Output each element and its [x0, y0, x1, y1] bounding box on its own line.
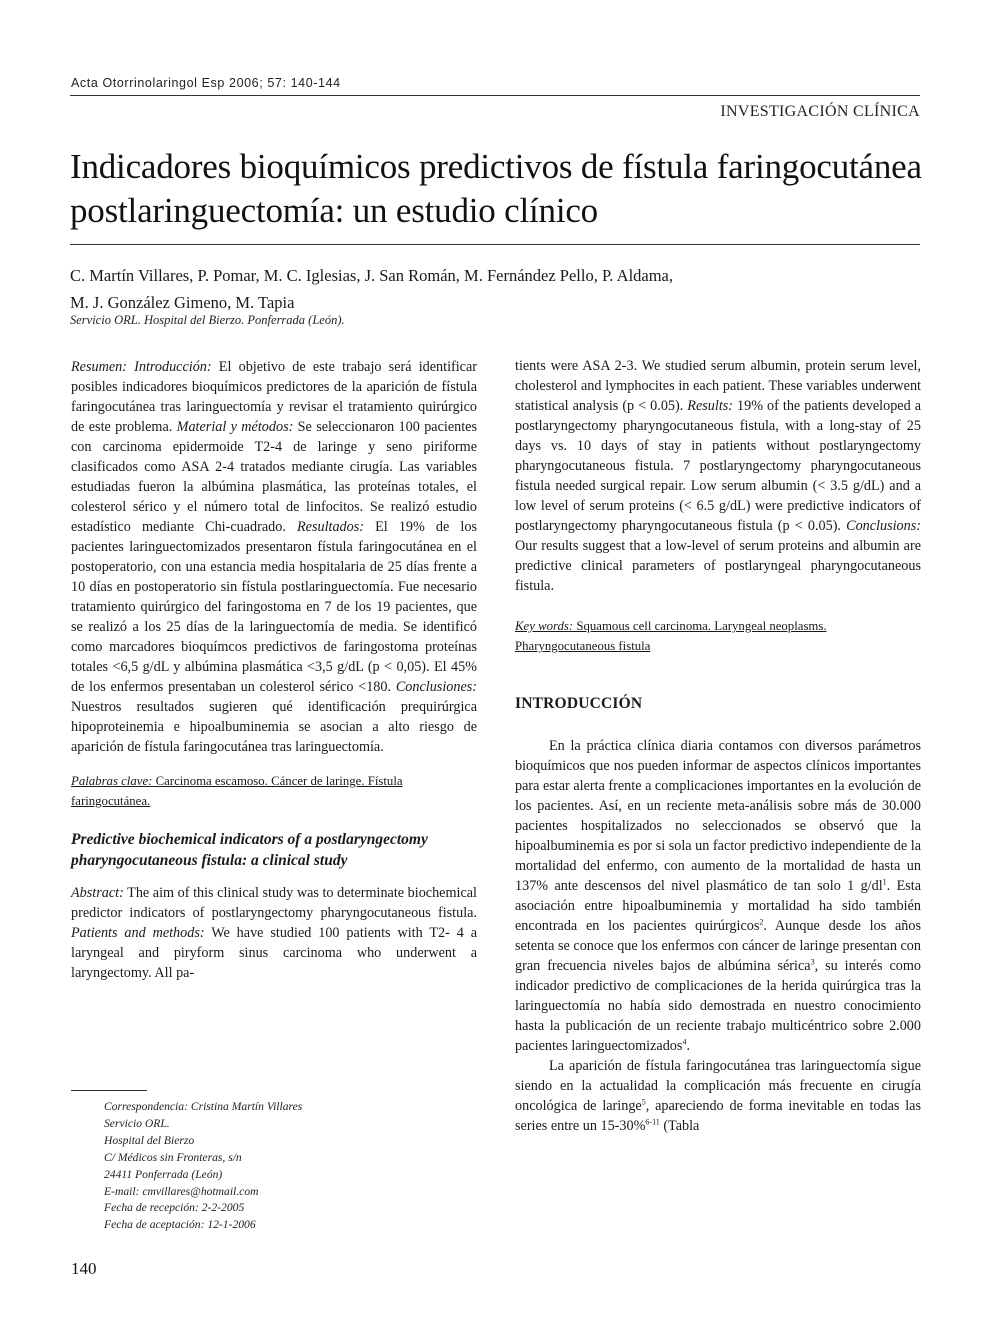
authors-line: M. J. González Gimeno, M. Tapia	[70, 293, 295, 312]
conclusions-label: Conclusiones:	[395, 679, 477, 695]
resumen-paragraph	[71, 357, 477, 757]
reference-marker: 5	[641, 1097, 646, 1107]
abstract-results-label: Results:	[687, 398, 734, 414]
abstract-cont-text: tients were ASA 2-3. We studied serum albumin, protein serum level, cholesterol and lymphocites in each patient. These variables underwent statistical analysis (p < 0.05).	[515, 358, 921, 414]
author-list	[70, 262, 920, 316]
key-words-line: Pharyngocutaneous fistula	[515, 639, 651, 653]
palabras-clave-line: faringocutánea.	[71, 794, 151, 808]
intro-text: El objetivo de este trabajo será identificar posibles indicadores bioquímicos predictores de la aparición de fístula faringocutánea tras laringuectomía y revisar el tratamiento quirúrgico de este problema.	[71, 359, 478, 435]
correspondence-line: Servicio ORL.	[104, 1116, 170, 1130]
key-words	[515, 616, 921, 656]
section-label: INVESTIGACIÓN CLÍNICA	[720, 103, 920, 120]
reference-marker: 4	[682, 1037, 687, 1047]
key-words-label: Key words:	[515, 619, 574, 633]
intro-label: Introducción:	[134, 359, 212, 375]
correspondence-footnote	[104, 1099, 302, 1234]
results-label: Resultados:	[296, 519, 364, 535]
correspondence-email: E-mail: cmvillares@hotmail.com	[104, 1184, 259, 1198]
article-title: Indicadores bioquímicos predictivos de fístula faringocutánea postlaringuectomía: un estudio clínico	[70, 147, 922, 230]
header-rule	[70, 95, 920, 96]
abstract-label: Abstract:	[71, 885, 124, 901]
correspondence-line: Hospital del Bierzo	[104, 1133, 195, 1147]
intro-paragraph	[515, 736, 921, 1056]
correspondence-line: 24411 Ponferrada (León)	[104, 1167, 223, 1181]
methods-text: Se seleccionaron 100 pacientes con carcinoma epidermoide T2-4 de laringe y seno piriforme clasificados como ASA 2-4 tratados mediante cirugía. Las variables estudiadas fueron la albúmina plasmática, las proteínas totales, el colesterol sérico y el número total de linfocitos. Se realizó estudio estadístico mediante Chi-cuadrado.	[71, 419, 477, 535]
footnote-rule	[71, 1090, 147, 1091]
reference-marker: 2	[759, 917, 764, 927]
intro-text: , su interés como indicador predictivo de complicaciones de la herida quirúrgica tras la laringuectomía no había sido demostrada en nuestro conocimiento hasta la publicación de un reciente trabajo multicéntrico sobre 2.000 pacientes laringuectomizados	[515, 958, 922, 1054]
journal-reference: Acta Otorrinolaringol Esp 2006; 57: 140-144	[71, 76, 341, 90]
intro-text: La aparición de fístula faringocutánea tras laringuectomía sigue siendo en la actualidad la complicación más frecuente en cirugía oncológica de laringe	[515, 1058, 921, 1114]
page-number: 140	[71, 1259, 97, 1278]
received-date: Fecha de recepción: 2-2-2005	[104, 1201, 245, 1215]
abstract-conclusions-label: Conclusions:	[846, 518, 921, 534]
key-words-text: Squamous cell carcinoma. Laryngeal neoplasms.	[573, 619, 827, 633]
intro-text: , apareciendo de forma inevitable en todas las series entre un 15-30%	[515, 1098, 921, 1134]
correspondence-line: Correspondencia: Cristina Martín Villares	[104, 1100, 303, 1113]
key-words-line	[515, 619, 827, 633]
left-column	[71, 357, 477, 983]
palabras-clave	[71, 771, 477, 811]
conclusions-text: Nuestros resultados sugieren qué identificación prequirúrgica hipoproteinemia e hipoalbuminemia se asocian a alto riesgo de aparición de fístula faringocutánea tras laringuectomía.	[71, 699, 477, 755]
intro-text: .	[686, 1038, 690, 1054]
intro-heading: INTRODUCCIÓN	[515, 695, 643, 712]
reference-marker: 1	[882, 877, 887, 887]
intro-text: (Tabla	[659, 1118, 700, 1134]
accepted-date: Fecha de aceptación: 12-1-2006	[104, 1218, 256, 1232]
results-text: El 19% de los pacientes laringuectomizados presentaron fístula faringocutánea en el postoperatorio, con una estancia media hospitalaria de 25 días frente a 10 días en postoperatorio sin fístula postlaringuectomía. Fue necesario tratamiento quirúrgico del faringostoma en 7 de los 19 pacientes, que se realizó a los 25 días de la laringuectomía de media. Se identificó como marcadores bioquímcos predictivos de faringostoma proteínas totales <6,5 g/dL y albúmina plasmática <3,5 g/dL (p < 0,05). El 45% de los enfermos presentaban un colesterol sérico <180.	[71, 519, 477, 695]
abstract-text: The aim of this clinical study was to determinate biochemical predictor indicators of postlaryngectomy pharyngocutaneous fistula.	[71, 885, 477, 921]
abstract-paragraph	[71, 883, 477, 983]
methods-label: Material y métodos:	[176, 419, 294, 435]
intro-text: . Esta asociación entre hipoalbuminemia y mortalidad ha sido también encontrada en los pacientes quirúrgicos	[515, 878, 921, 934]
intro-text: . Aunque desde los años setenta se conoce que los enfermos con cáncer de laringe presentan con gran frecuencia niveles bajos de albúmina sérica	[515, 918, 921, 974]
abstract-results-text: 19% of the patients developed a postlaryngectomy pharyngocutaneous fistula, with a long-stay of 25 days vs. 10 days of stay in patients without postlaryngectomy pharyngocutaneous fistula. 7 postlaryngectomy pharyngocutaneous fistula needed surgical repair. Low serum albumin (< 3.5 g/dL) and a low level of serum proteins (< 6.5 g/dL) were predictive indicators of postlaryngectomy pharyngocutaneous fistula (p < 0.05).	[515, 398, 921, 534]
correspondence-line: C/ Médicos sin Fronteras, s/n	[104, 1150, 242, 1164]
reference-marker: 6-11	[645, 1117, 660, 1127]
intro-text: En la práctica clínica diaria contamos con diversos parámetros bioquímicos que nos pueden informar de aspectos clínicos importantes para estar alerta frente a complicaciones importantes en la evolución de los pacientes. Así, en un reciente meta-análisis sobre más de 30.000 pacientes hospitalizados no seleccionados se observó que la hipoalbuminemia es por si sola un factor predictivo independiente de la mortalidad del enfermo, con aumento de la mortalidad de hasta un 137% ante descensos del nivel plasmático de tan solo 1 g/dl	[515, 738, 921, 894]
palabras-clave-text: Carcinoma escamoso. Cáncer de laringe. Fístula	[152, 774, 403, 788]
abstract-continuation	[515, 356, 921, 596]
abstract-conclusions-text: Our results suggest that a low-level of serum proteins and albumin are predictive clinical parameters of postlaryngeal pharyngocutaneous fistula.	[515, 538, 921, 594]
intro-paragraph	[515, 1056, 921, 1136]
english-title: Predictive biochemical indicators of a postlaryngectomy pharyngocutaneous fistula: a clinical study	[71, 831, 428, 869]
reference-marker: 3	[810, 957, 815, 967]
abstract-methods-label: Patients and methods:	[71, 925, 205, 941]
palabras-clave-label: Palabras clave:	[71, 774, 153, 788]
resumen-label: Resumen:	[71, 359, 127, 375]
right-column	[515, 356, 921, 1136]
affiliation: Servicio ORL. Hospital del Bierzo. Ponferrada (León).	[70, 313, 345, 327]
authors-line: C. Martín Villares, P. Pomar, M. C. Iglesias, J. San Román, M. Fernández Pello, P. Aldama,	[70, 266, 674, 285]
title-rule	[70, 244, 920, 245]
abstract-text: We have studied 100 patients with T2- 4 a laryngeal and piryform sinus carcinoma who underwent a laryngectomy. All pa-	[71, 925, 477, 981]
palabras-clave-line	[71, 774, 403, 788]
